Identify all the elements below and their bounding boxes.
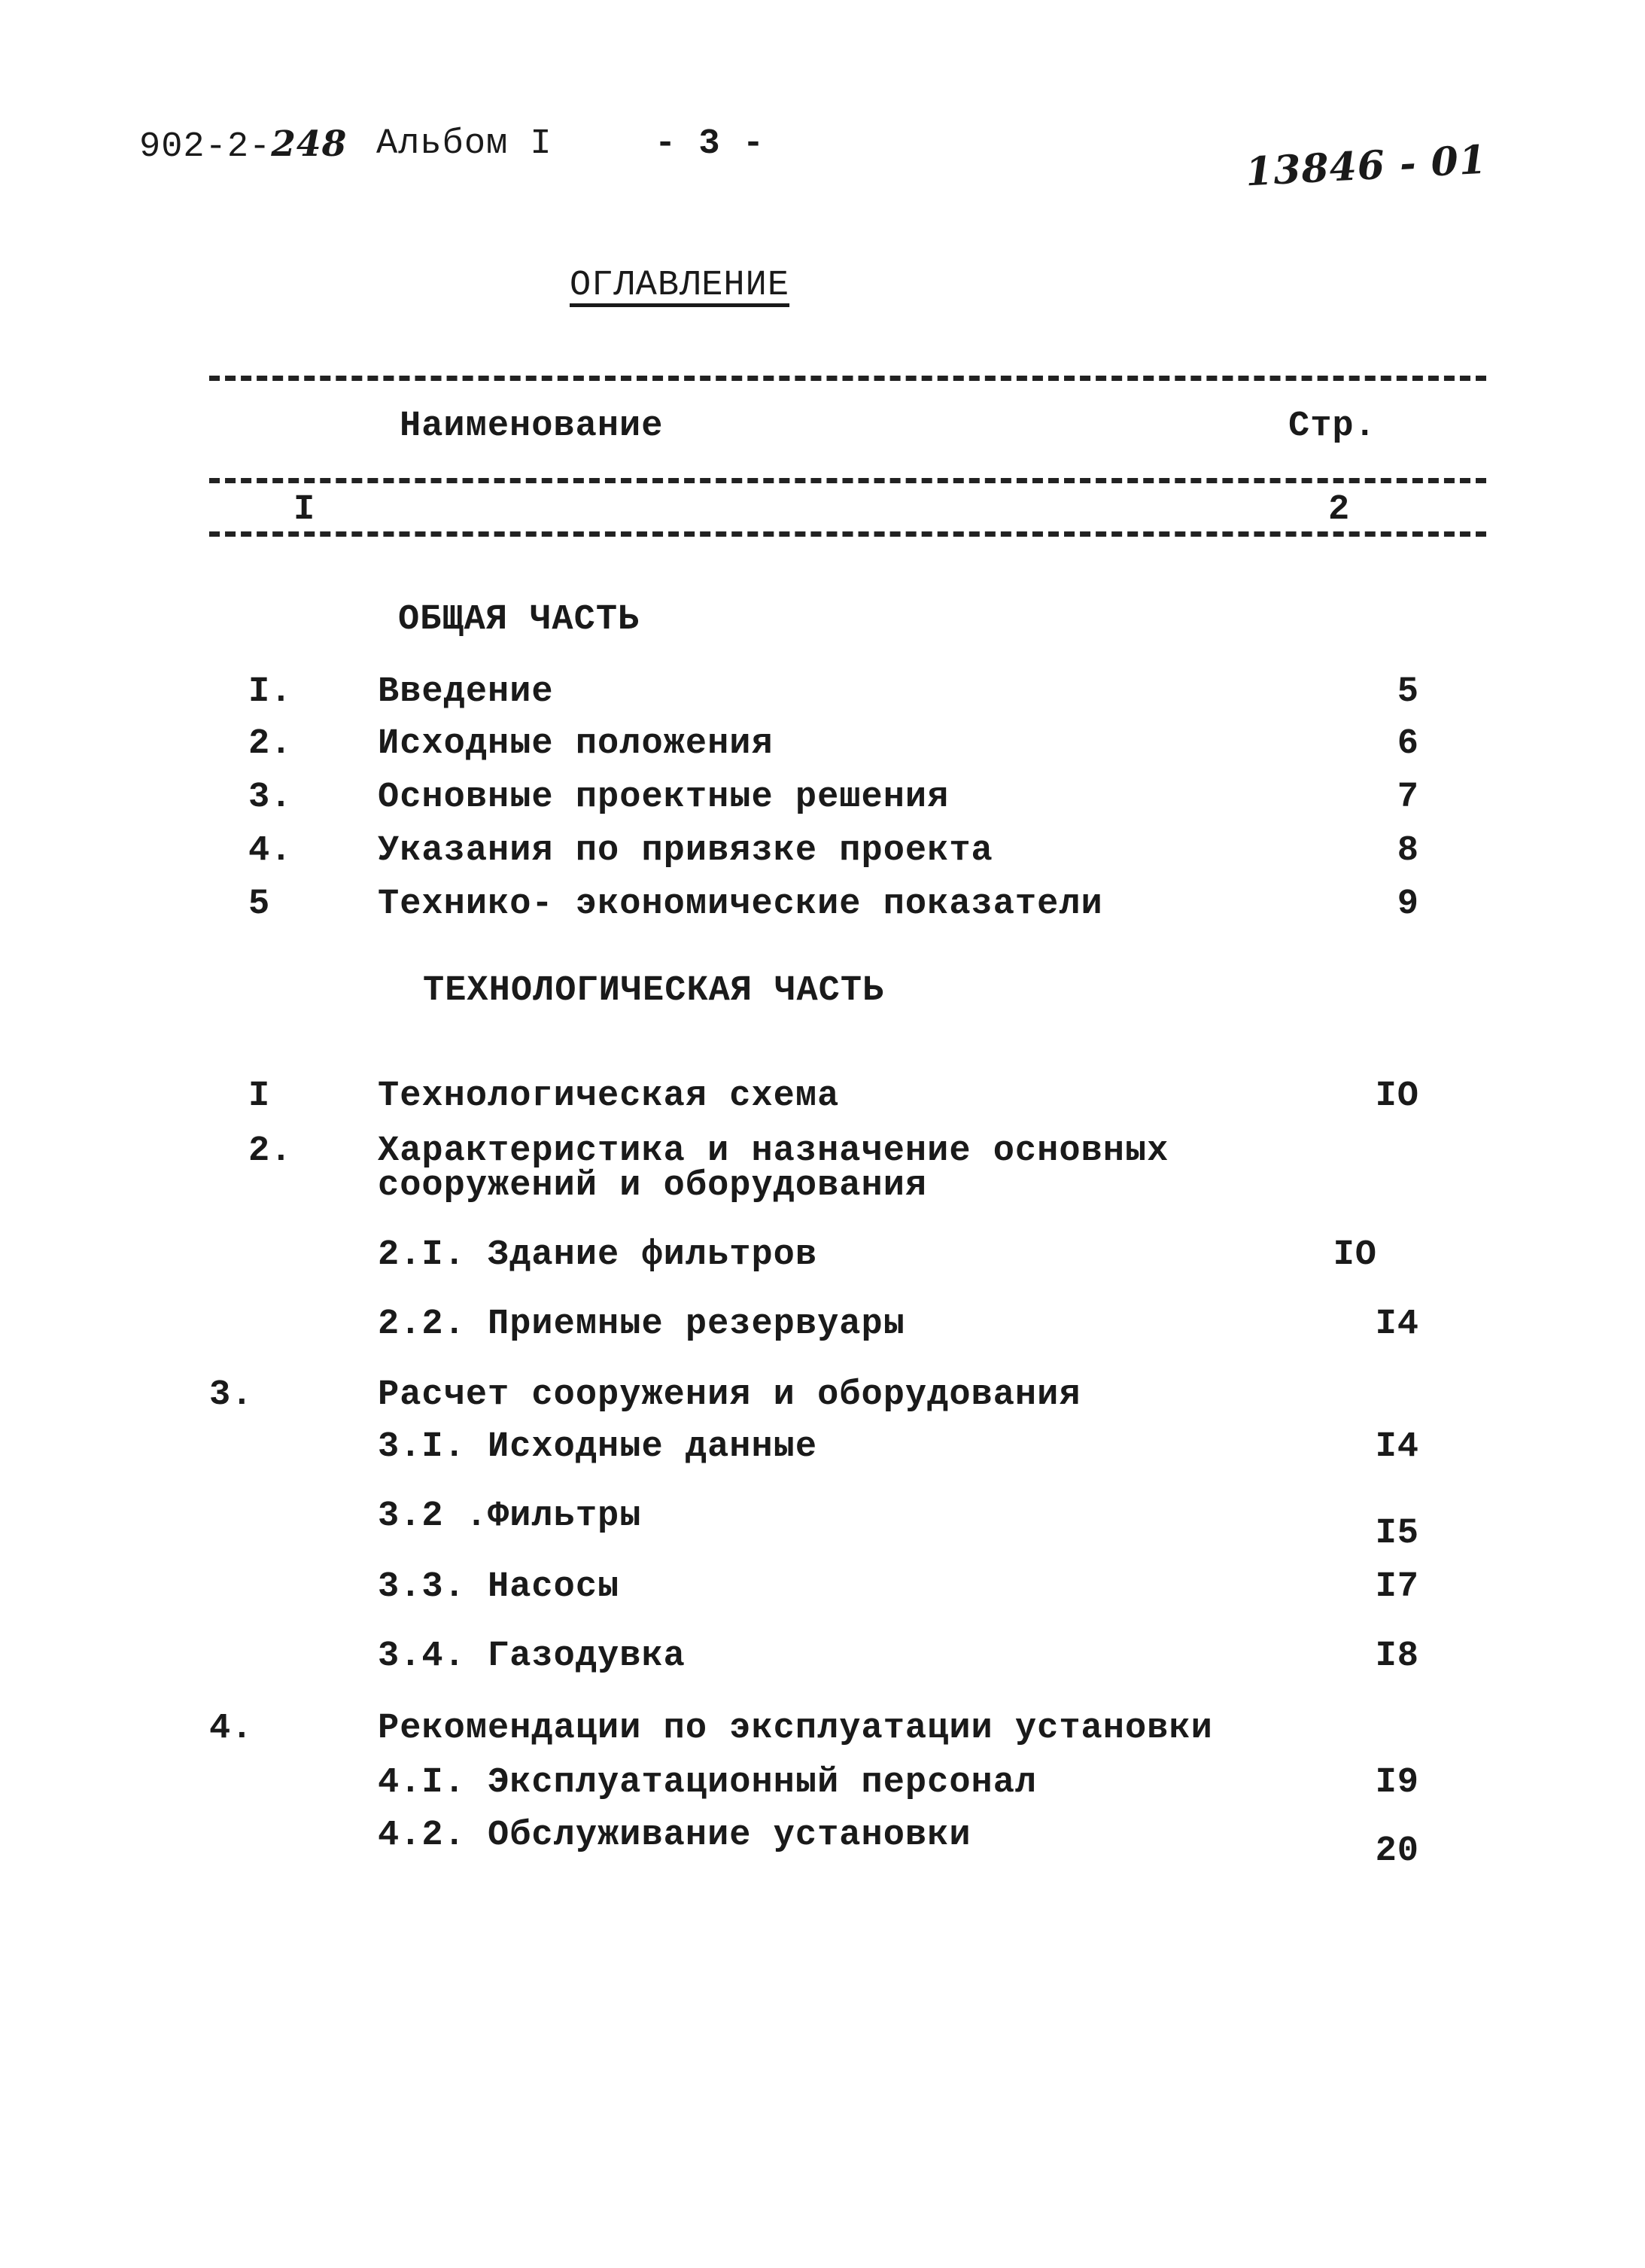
entry-page: 5 xyxy=(1397,672,1419,712)
entry-text-continued: сооружений и оборудования xyxy=(378,1166,928,1206)
document-code xyxy=(139,125,347,167)
page-title: ОГЛАВЛЕНИЕ xyxy=(570,266,790,306)
entry-page: 7 xyxy=(1397,778,1419,817)
registration-number: 13846 - 01 xyxy=(1244,136,1488,196)
entry-text: Характеристика и назначение основных xyxy=(378,1131,1169,1171)
entry-text: Исходные положения xyxy=(378,724,774,764)
entry-text: 4.2. Обслуживание установки xyxy=(378,1816,971,1855)
divider xyxy=(209,376,1486,381)
entry-page: IO xyxy=(1375,1076,1419,1116)
entry-page: 20 xyxy=(1375,1831,1419,1871)
entry-number: 2. xyxy=(248,724,293,764)
entry-text: 2.I. Здание фильтров xyxy=(378,1235,818,1275)
doc-code-prefix: 902-2- xyxy=(139,127,272,167)
entry-text: 2.2. Приемные резервуары xyxy=(378,1304,905,1344)
entry-page: I9 xyxy=(1375,1763,1419,1803)
entry-page: IO xyxy=(1333,1235,1377,1275)
entry-number: 4. xyxy=(209,1709,254,1749)
entry-number: I. xyxy=(248,672,293,712)
entry-page: I7 xyxy=(1375,1567,1419,1607)
entry-page: I4 xyxy=(1375,1304,1419,1344)
entry-text: Рекомендации по эксплуатации установки xyxy=(378,1709,1213,1749)
divider xyxy=(209,478,1486,483)
section-title: ОБЩАЯ ЧАСТЬ xyxy=(398,600,640,640)
entry-page: 9 xyxy=(1397,884,1419,924)
entry-number: 4. xyxy=(248,831,293,871)
section-title: ТЕХНОЛОГИЧЕСКАЯ ЧАСТЬ xyxy=(423,971,885,1011)
entry-number: 3. xyxy=(248,778,293,817)
entry-text: 4.I. Эксплуатационный персонал xyxy=(378,1763,1038,1803)
entry-page: I4 xyxy=(1375,1427,1419,1467)
entry-text: Указания по привязке проекта xyxy=(378,831,993,871)
entry-text: Технологическая схема xyxy=(378,1076,840,1116)
doc-code-suffix: 248 xyxy=(271,123,348,165)
entry-number: 5 xyxy=(248,884,271,924)
column-header-name: Наименование xyxy=(400,406,664,446)
entry-text: Технико- экономические показатели xyxy=(378,884,1103,924)
entry-page: 8 xyxy=(1397,831,1419,871)
entry-text: Основные проектные решения xyxy=(378,778,950,817)
column-number-name: I xyxy=(293,490,316,530)
entry-text: 3.4. Газодувка xyxy=(378,1636,686,1676)
entry-text: 3.3. Насосы xyxy=(378,1567,620,1607)
entry-text: 3.I. Исходные данные xyxy=(378,1427,818,1467)
entry-text: 3.2 .Фильтры xyxy=(378,1496,642,1536)
entry-text: Введение xyxy=(378,672,554,712)
divider xyxy=(209,531,1486,537)
column-number-page: 2 xyxy=(1328,490,1351,530)
album-label: Альбом I xyxy=(376,124,552,164)
page-number: - 3 - xyxy=(655,124,765,164)
entry-text: Расчет сооружения и оборудования xyxy=(378,1375,1081,1415)
entry-number: 3. xyxy=(209,1375,254,1415)
entry-number: 2. xyxy=(248,1131,293,1171)
column-header-page: Стр. xyxy=(1288,406,1376,446)
entry-page: I5 xyxy=(1375,1514,1419,1554)
entry-page: I8 xyxy=(1375,1636,1419,1676)
entry-number: I xyxy=(248,1076,271,1116)
entry-page: 6 xyxy=(1397,724,1419,764)
